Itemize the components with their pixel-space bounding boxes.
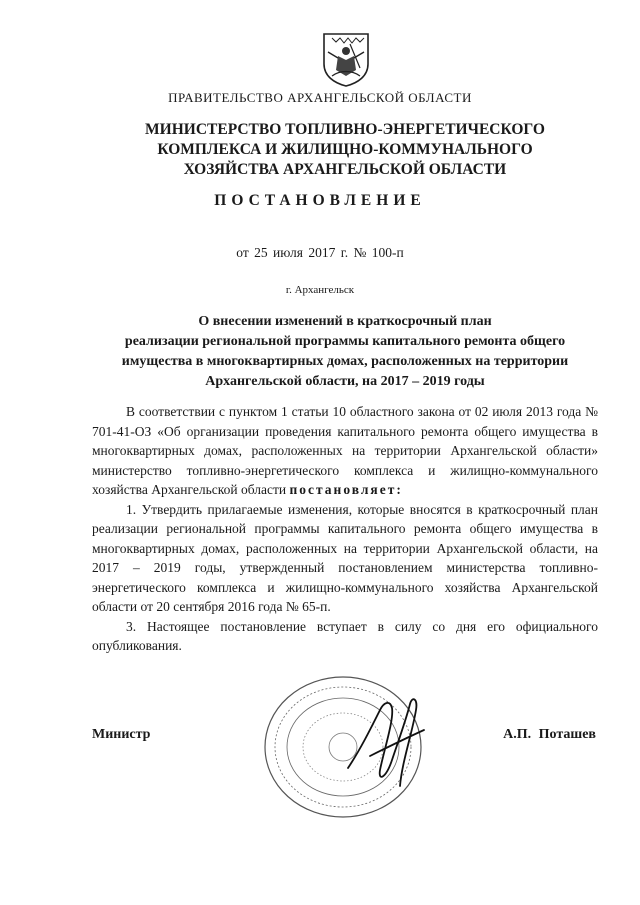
document-city: г. Архангельск: [285, 284, 355, 296]
signatory-name: А.П. Поташев: [503, 727, 596, 742]
ministry-name: [60, 120, 630, 180]
ministry-line: КОМПЛЕКСА И ЖИЛИЩНО-КОММУНАЛЬНОГО: [157, 141, 533, 158]
ministry-line: МИНИСТЕРСТВО ТОПЛИВНО-ЭНЕРГЕТИЧЕСКОГО: [145, 121, 545, 138]
body-paragraph-3: 3. Настоящее постановление вступает в силу со дня его официального опубликования.: [92, 618, 598, 653]
subject-line: реализации региональной программы капитального ремонта общего: [124, 334, 566, 349]
document-type: ПОСТАНОВЛЕНИЕ: [214, 192, 426, 209]
decree-word: постановляет:: [289, 482, 403, 497]
ministry-line: ХОЗЯЙСТВА АРХАНГЕЛЬСКОЙ ОБЛАСТИ: [183, 161, 507, 178]
government-name: ПРАВИТЕЛЬСТВО АРХАНГЕЛЬСКОЙ ОБЛАСТИ: [168, 90, 472, 105]
document-date-number: от 25 июля 2017 г. № 100-п: [236, 245, 404, 260]
body-paragraph-1: [92, 402, 598, 500]
document-subject: [60, 312, 630, 392]
paragraph-text: В соответствии с пунктом 1 статьи 10 областного закона от 02 июля 2013 года № 701-41-ОЗ «Об организации проведения капитального ремонта общего имущества в многоквартирных домах, расположенных на территории Архангельской области» министерство топливно-энергетического комплекса и жилищно-коммунального хозяйства Архангельской области: [92, 404, 598, 497]
arkhangelsk-coat-of-arms-icon: [318, 30, 374, 88]
handwritten-signature-icon: [340, 690, 430, 800]
signatory-title: Министр: [92, 727, 151, 742]
subject-line: Архангельской области, на 2017 – 2019 годы: [205, 374, 485, 389]
body-paragraph-2: 1. Утвердить прилагаемые изменения, которые вносятся в краткосрочный план реализации региональной программы капитального ремонта общего имущества в многоквартирных домах, расположенных на территории Архангельской области, на 2017 – 2019 годы, утвержденный постановлением министерства топливно-энергетического комплекса и жилищно-коммунального хозяйства Архангельской области от 20 сентября 2016 года № 65-п.: [92, 501, 598, 614]
document-body: [92, 402, 598, 656]
subject-line: имущества в многоквартирных домах, расположенных на территории: [121, 354, 569, 369]
subject-line: О внесении изменений в краткосрочный план: [198, 314, 492, 329]
